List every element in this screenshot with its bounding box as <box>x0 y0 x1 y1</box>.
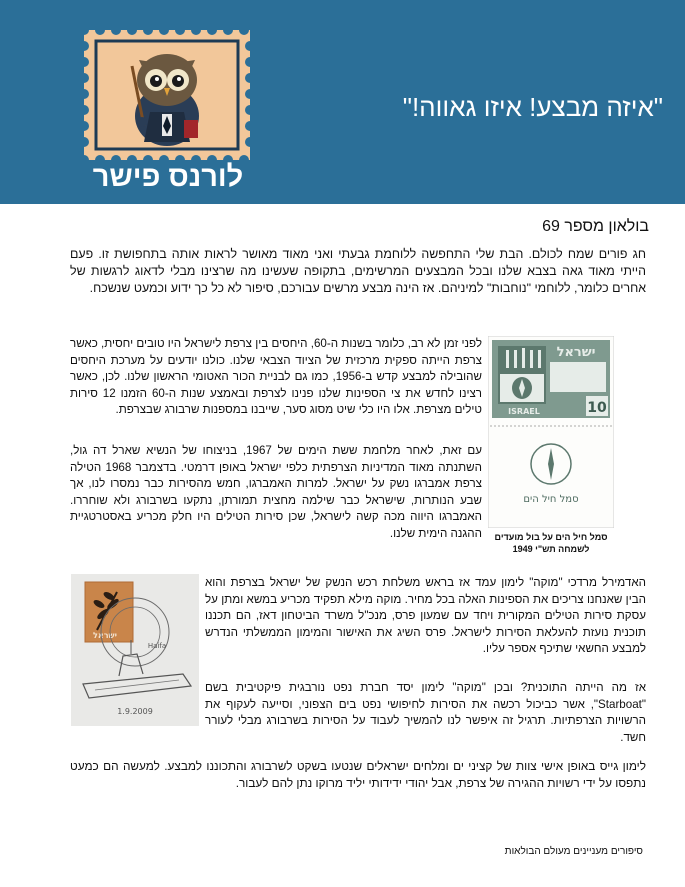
owl-stamp-logo <box>84 30 250 160</box>
postmark-city: Haifa <box>147 642 167 650</box>
footer-series-title: סיפורים מעניינים מעולם הבולאות <box>504 846 643 857</box>
stamp2-country: ישראל <box>93 631 117 640</box>
navy-emblem-stamp-image <box>488 336 614 528</box>
paragraph-crew: לימון גייס באופן אישי צוות של קציני ים ומלחים ישראלים שנטעו בשקט לשרבורג והתכוננו למבצע. למעשה הם כמעט נתפסו על ידי רשויות ההגירה של צרפת, אבל יהודי ידידותי יליד מרוקו נתן להם לעבור. <box>70 759 646 790</box>
bulletin-number: בולאון מספר 69 <box>542 218 649 235</box>
paragraph-plan: אז מה הייתה התוכנית? ובכן "מוקה" לימון יסד חברת נפט נורבגית פיקטיבית בשם "Starboat", אשר כביכול רכשה את הסירות לחיפושי נפט בים הצפוני, וסייעה לעקוף את הרשויות הצרפתיות. תרגיל זה איפשר לנו להמשיך לעבוד על הסירות בשרבורג מבלי לעורר חשד. <box>205 681 646 744</box>
stamp1-country: ישראל <box>556 345 596 360</box>
stamp1-country-latin: ISRAEL <box>508 407 540 416</box>
intro-paragraph: חג פורים שמח לכולם. הבת שלי התחפשה ללוחמת גבעתי ואני מאוד מאושר לראות אותה בתחפושת זו. פעם הייתי מאוד גאה בצבא שלנו ובכל המבצעים המרשימים, בתקופה שעשינו מה שרצינו מבלי לדאוג לרגשות של אחרים כלומר, ללוחמי "נוחבות" למיניהם. אז הינה מבצע מרשים עבורכם, סיפור לא כל כך ידוע וכמעט שנשכח. <box>70 247 646 295</box>
author-name: לורנס פישר <box>92 161 244 193</box>
stamp1-tab-text: סמל חיל הים <box>523 494 579 505</box>
stamp-caption <box>484 531 618 555</box>
postmark-date: 1.9.2009 <box>117 707 153 716</box>
caption-line-1: סמל חיל הים על בול מועדים <box>494 532 608 542</box>
paragraph-background: לפני זמן לא רב, כלומר בשנות ה-60, היחסים בין צרפת לישראל היו טובים יחסית, כאשר צרפת הייתה ספקית מרכזית של הציוד הצבאי שלנו. כולנו יודעים על מערכת היחסים שהובילה למבצע קדש ב-1956, כמו גם לבניית הכור האטומי הראשון שלנו. לכן, כאשר רצינו לחדש את צי הספינות שלנו פנינו לצרפת ובאמצע שנות ה-60 הזמנו 12 סירות טילים מצרפת. אלו היו כלי שיט מסוג סער, שייבנו במספנות שרבורג שבצרפת. <box>70 337 483 416</box>
header-banner <box>0 0 685 204</box>
missile-boat-cover-image <box>71 574 199 726</box>
stamp1-value: 10 <box>587 400 607 416</box>
caption-line-2: לשמחה תש"י 1949 <box>512 544 590 554</box>
page-title: "איזה מבצע! איזו גאווה!" <box>402 92 663 122</box>
paragraph-limon: האדמירל מרדכי "מוקה" לימון עמד אז בראש משלחת רכש הנשק של ישראל בצרפת והוא הבין שאנחנו צריכים את הספינות האלה בכל מחיר. מוקה מילא תפקיד מכריע במשא ומתן על עסקת סירות הטילים המקורית ויחד עם שמעון פרס, מנכ"ל משרד הביטחון דאז, הם תכננו תוכנית נועזת להעלאת הסירות לישראל. פרס השיג את האישור והמימון הממשלתי הנדרש למבצע החשאי שתיכף אספר עליו. <box>205 576 646 655</box>
paragraph-embargo: עם זאת, לאחר מלחמת ששת הימים של 1967, בניצוחו של הנשיא שארל דה גול, השתנתה מאוד המדיניות הצרפתית כלפי ישראל באופן דרמטי. בדצמבר 1968 הטילה צרפת אמברגו נשק על ישראל. למרות האמברגו, חמש מהסירות כבר נמסרו לנו, אך שבע הנותרות, שישראל כבר שילמה מחצית תמורתן, נתקעו בשרבורג ולא שוחררו. האמברגו היווה מכה קשה לישראל, שכן סירות הטילים היו חלק מכריע באסטרטגיית ההגנה הימית שלנו. <box>70 444 482 540</box>
